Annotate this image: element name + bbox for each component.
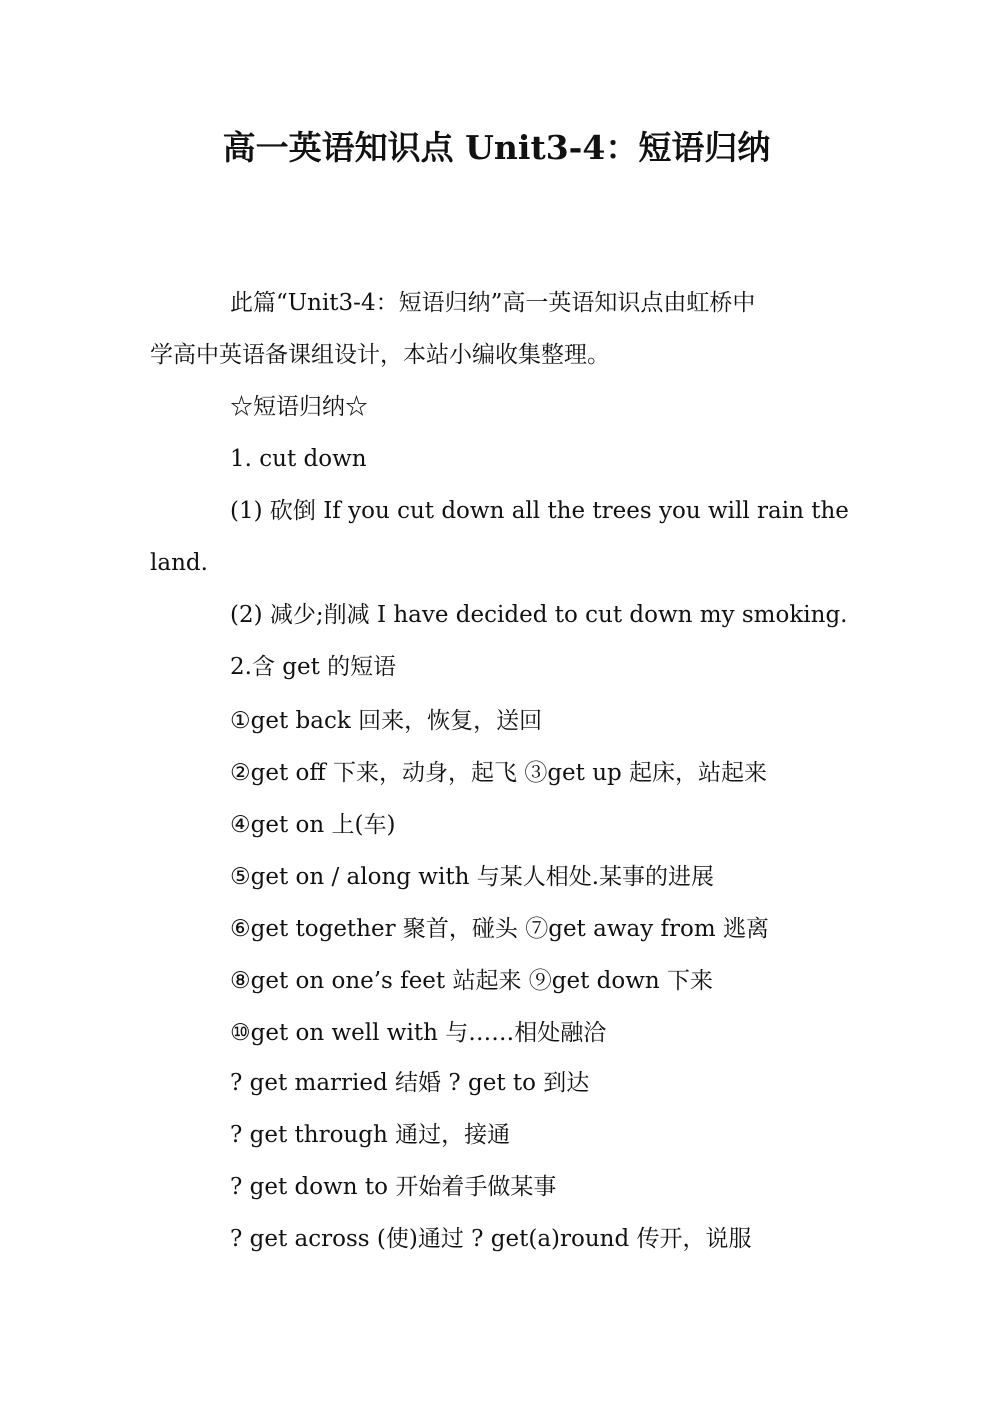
phrase-line: ⑥get together 聚首，碰头 ⑦get away from 逃离 <box>230 916 769 942</box>
document-title: 高一英语知识点 Unit3-4：短语归纳 <box>222 128 771 167</box>
phrase-line: ? get across (使)通过 ? get(a)round 传开，说服 <box>230 1226 752 1252</box>
phrase-line: ⑤get on / along with 与某人相处.某事的进展 <box>230 864 715 890</box>
intro-paragraph-line-1: 此篇“Unit3-4：短语归纳”高一英语知识点由虹桥中 <box>230 290 756 316</box>
phrase-line: ④get on 上(车) <box>230 812 396 838</box>
phrase-line: ①get back 回来，恢复，送回 <box>230 708 543 734</box>
phrase-line: ⑧get on one’s feet 站起来 ⑨get down 下来 <box>230 968 714 994</box>
phrase-line: ? get down to 开始着手做某事 <box>230 1174 557 1200</box>
phrase-line: ? get married 结婚 ? get to 到达 <box>230 1070 590 1096</box>
item-1-heading: 1. cut down <box>230 446 367 472</box>
phrase-line: ? get through 通过，接通 <box>230 1122 511 1148</box>
phrase-line: ⑩get on well with 与……相处融洽 <box>230 1020 607 1046</box>
intro-paragraph-line-2: 学高中英语备课组设计，本站小编收集整理。 <box>150 342 610 368</box>
item-2-heading: 2.含 get 的短语 <box>230 654 397 680</box>
item-1-sense-1-line-2: land. <box>150 550 208 576</box>
phrase-line: ②get off 下来，动身，起飞 ③get up 起床，站起来 <box>230 760 768 786</box>
item-1-sense-1-line-1: (1) 砍倒 If you cut down all the trees you will rain the <box>230 498 849 524</box>
item-1-sense-2: (2) 减少;削减 I have decided to cut down my smoking. <box>230 602 848 628</box>
section-heading: ☆短语归纳☆ <box>230 394 368 420</box>
